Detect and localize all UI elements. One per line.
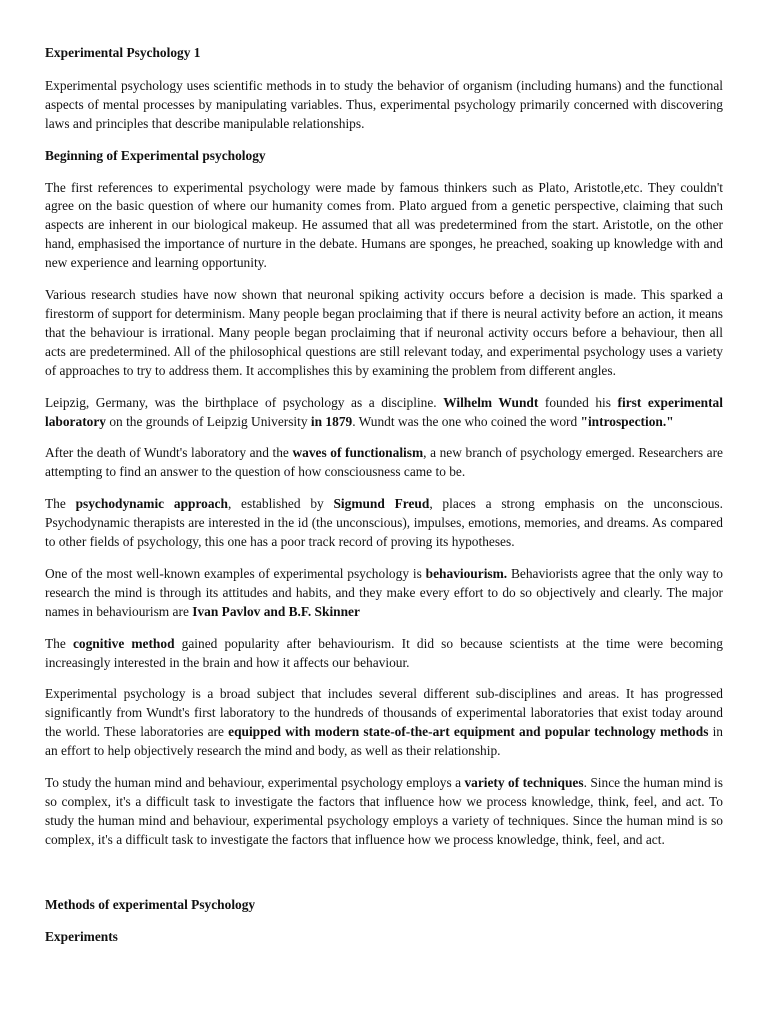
section-heading-experiments: Experiments bbox=[45, 928, 118, 944]
bold-equipment: equipped with modern state-of-the-art equipment and popular technology methods bbox=[228, 724, 709, 740]
paragraph-first-references: The first references to experimental psychology were made by famous thinkers such as Plato, Aristotle,etc. They couldn't agree on the basic question of where our humanity comes from. Plato argued from a genetic perspective, claiming that such aspects are inherent in our biological makeup. He assumed that all was predetermined from the start. Aristotle, on the other hand, emphasised the importance of nurture in the debate. Humans are sponges, he preached, soaking up knowledge with and new experience and learning opportunity. bbox=[45, 179, 723, 271]
bold-psychodynamic-approach: psychodynamic approach bbox=[75, 496, 228, 512]
document-title: Experimental Psychology 1 bbox=[45, 45, 201, 60]
section-heading-methods: Methods of experimental Psychology bbox=[45, 896, 256, 912]
bold-cognitive-method: cognitive method bbox=[72, 635, 175, 651]
document-page bbox=[45, 44, 723, 960]
paragraph-cognitive: The cognitive method gained popularity after behaviourism. It did so because scientists at the time were becoming increasingly interested in the brain and how it affects our behaviour. bbox=[45, 635, 723, 670]
bold-first-laboratory: first experimental laboratory bbox=[45, 394, 723, 429]
bold-wilhelm-wundt: Wilhelm Wundt bbox=[443, 394, 539, 410]
paragraph-techniques: To study the human mind and behaviour, experimental psychology employs a variety of techniques. Since the human mind is so complex, it's a difficult task to investigate the factors that influence how we process knowledge, think, feel, and act. To study the human mind and behaviour, experimental psychology employs a variety of techniques. Since the human mind is so complex, it's a difficult task to investigate the factors that influence how we process knowledge, think, feel, and act. bbox=[45, 775, 723, 847]
paragraph-psychodynamic: The psychodynamic approach, established by Sigmund Freud, places a strong emphasis on the unconscious. Psychodynamic therapists are interested in the id (the unconscious), impulses, emotions, memories, and dreams. As compared to other fields of psychology, this one has a poor track record of proving its hypotheses. bbox=[45, 496, 723, 550]
bold-sigmund-freud: Sigmund Freud bbox=[333, 496, 430, 512]
paragraph-leipzig: Leipzig, Germany, was the birthplace of psychology as a discipline. Wilhelm Wundt founded his first experimental laboratory on the grounds of Leipzig University in 1879. Wundt was the one who coined the word "introspection." bbox=[45, 394, 723, 429]
intro-paragraph: Experimental psychology uses scientific methods in to study the behavior of organism (including humans) and the functional aspects of mental processes by manipulating variables. Thus, experimental psychology primarily concerned with discovering laws and principles that describe manipulable relationships. bbox=[45, 77, 723, 131]
paragraph-functionalism: After the death of Wundt's laboratory and the waves of functionalism, a new branch of psychology emerged. Researchers are attempting to find an answer to the question of how consciousness came to be. bbox=[45, 445, 723, 480]
paragraph-behaviourism: One of the most well-known examples of experimental psychology is behaviourism. Behaviorists agree that the only way to research the mind is through its attitudes and habits, and they make every effort to do so objectively and clearly. The major names in behaviourism are Ivan Pavlov and B.F. Skinner bbox=[45, 565, 723, 619]
bold-behaviourism: behaviourism. bbox=[425, 565, 508, 581]
bold-functionalism: waves of functionalism bbox=[292, 445, 424, 461]
spacer bbox=[45, 863, 723, 896]
bold-pavlov-skinner: Ivan Pavlov and B.F. Skinner bbox=[192, 603, 360, 619]
bold-1879: in 1879 bbox=[310, 413, 353, 429]
bold-variety-of-techniques: variety of techniques bbox=[464, 775, 584, 791]
bold-introspection: "introspection." bbox=[580, 413, 674, 429]
paragraph-research-studies: Various research studies have now shown that neuronal spiking activity occurs before a decision is made. This sparked a firestorm of support for determinism. Many people began proclaiming that if there is neural activity before an action, it means that the behaviour is irrational. Many people began proclaiming that if neuronal activity occurs before a behaviour, then all acts are predetermined. All of the philosophical questions are still relevant today, and experimental psychology uses a variety of approaches to try to address them. It accomplishes this by examining the problem from different angles. bbox=[45, 287, 723, 378]
section-heading-beginning: Beginning of Experimental psychology bbox=[45, 147, 266, 163]
paragraph-broad-subject: Experimental psychology is a broad subject that includes several different sub-disciplines and areas. It has progressed significantly from Wundt's first laboratory to the hundreds of thousands of experimental laboratories that exist today around the world. These laboratories are equipped with modern state-of-the-art equipment and popular technology methods in an effort to help objectively research the mind and body, as well as their relationship. bbox=[45, 686, 723, 759]
